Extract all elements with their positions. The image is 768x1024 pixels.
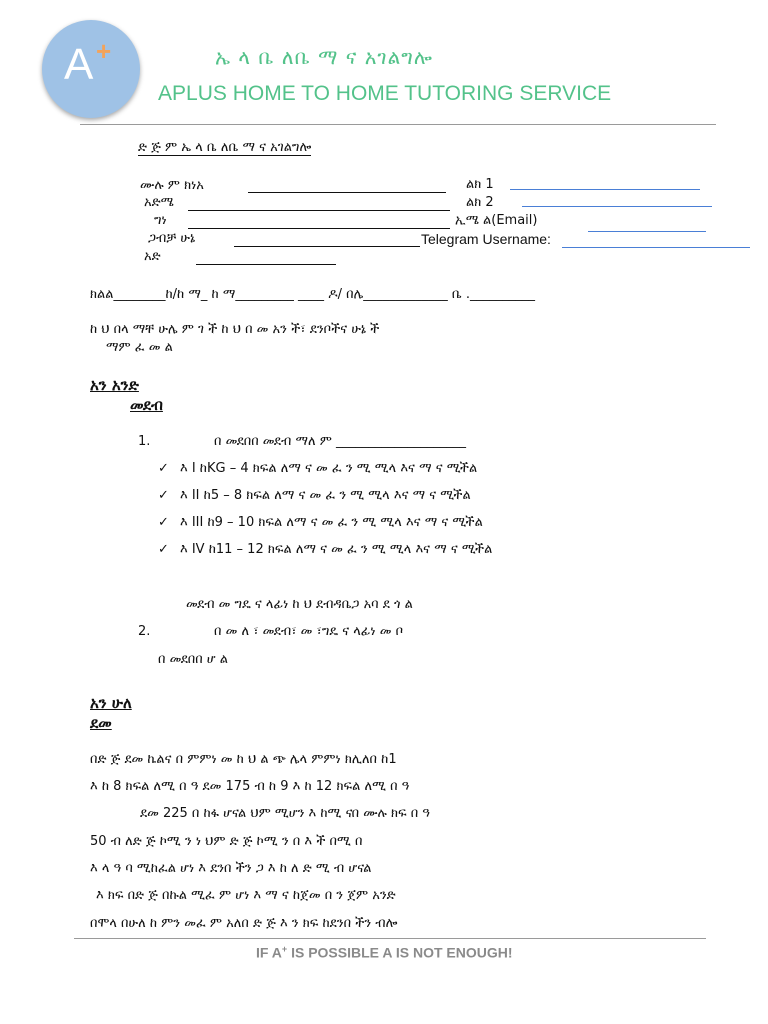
intro-line-1: ከ ህ በላ ማቸ ሁሌ ም ገ ች ከ ህ በ መ አን ች፣ ደንቦችና ሁኔ ች bbox=[90, 322, 380, 337]
logo-plus: + bbox=[96, 36, 112, 66]
item1-number: 1. bbox=[138, 434, 151, 449]
form-heading: ድ ጅ ም ኤ ላ ቤ ለቤ ማ ና አገልግሎ bbox=[138, 140, 312, 155]
section2-para-line-4: 50 ብ ለድ ጅ ኮሚ ን ነ ህም ድ ጅ ኮሚ ን በ እ ች በሚ በ bbox=[90, 834, 363, 849]
checkmark-icon: ✓ bbox=[158, 542, 169, 557]
gender-field[interactable] bbox=[188, 228, 450, 229]
item2-line-1: በ መ ለ ፣ መደብ፣ መ ፣ግዴ ና ላፊነ መ ቦ bbox=[214, 624, 404, 639]
check-item-1: እ I ከKG – 4 ክፍል ለማ ና መ ፈ ን ሚ ሚላ እና ማ ና ሚችል bbox=[180, 461, 478, 476]
item2-number: 2. bbox=[138, 624, 151, 639]
full-name-field[interactable] bbox=[248, 192, 446, 193]
intro-line-2: ማም ፈ መ ል bbox=[106, 340, 173, 355]
phone1-field[interactable] bbox=[510, 189, 700, 190]
section2-title-1: አን ሁለ bbox=[90, 694, 132, 712]
section2-para-line-5: እ ላ ዓ ባ ሚከፈል ሆነ እ ደንበ ችን ጋ እ ከ ለ ድ ሚ ብ ሆናል bbox=[90, 861, 372, 876]
section1-title-2: መደብ bbox=[130, 396, 163, 414]
title-amharic: ኤ ላ ቤ ለቤ ማ ና አገልግሎ bbox=[215, 45, 433, 69]
age-label: አድ bbox=[144, 249, 161, 264]
telegram-field[interactable] bbox=[562, 247, 750, 248]
telegram-label: Telegram Username: bbox=[421, 231, 551, 247]
check-item-4: እ IV ከ11 – 12 ክፍል ለማ ና መ ፈ ን ሚ ሚላ እና ማ ና ሚችል bbox=[180, 542, 493, 557]
footer-divider bbox=[74, 938, 706, 939]
section2-para-line-2: እ ከ 8 ክፍል ለሚ በ ዓ ደመ 175 ብ ከ 9 እ ከ 12 ክፍል ለሚ በ ዓ bbox=[90, 779, 410, 794]
checkmark-icon: ✓ bbox=[158, 461, 169, 476]
phone2-label: ልክ 2 bbox=[466, 195, 494, 210]
logo bbox=[42, 20, 140, 118]
check-item-2: እ II ከ5 – 8 ክፍል ለማ ና መ ፈ ን ሚ ሚላ እና ማ ና ሚችል bbox=[180, 488, 471, 503]
footer-slogan: IF A+ IS POSSIBLE A IS NOT ENOUGH! bbox=[256, 944, 513, 961]
section2-para-line-7: በሞላ በሁለ ከ ምን መፈ ም አለበ ድ ጅ እ ን ክፍ ከደንበ ችን ብሎ bbox=[90, 916, 398, 931]
age-field[interactable] bbox=[196, 264, 336, 265]
section2-para-line-3: ደመ 225 በ ከፋ ሆናል ህም ሚሆን እ ከሚ ናበ ሙሉ ክፍ በ ዓ bbox=[140, 806, 430, 821]
logo-letter: A bbox=[64, 40, 94, 89]
section1-title-1: አን አንድ bbox=[90, 376, 139, 394]
section2-para-line-1: በድ ጅ ደመ ኬልና በ ምምነ መ ከ ህ ል ጭ ሌላ ምምነ ክሊለበ ከ1 bbox=[90, 752, 397, 767]
email-label: ኢሜ ል(Email) bbox=[455, 213, 538, 228]
title-english: APLUS HOME TO HOME TUTORING SERVICE bbox=[158, 82, 612, 105]
status-label: ጋብቻ ሁኔ bbox=[148, 231, 196, 246]
item2-line-2: በ መደበበ ሆ ል bbox=[158, 652, 229, 667]
item1-text: በ መደበበ መደብ ማለ ም ____________________ bbox=[214, 434, 467, 449]
note-line: መደብ መ ግዴ ና ላፊነ ከ ህ ደብዳቤጋ አባ ደ ጎ ል bbox=[186, 597, 413, 612]
checkmark-icon: ✓ bbox=[158, 488, 169, 503]
section2-para-line-6: እ ክፍ በድ ጅ በኩል ሚፈ ም ሆነ እ ማ ና ከጀመ በ ን ጀም አንድ bbox=[96, 888, 396, 903]
full-name-label: ሙሉ ም ክነአ bbox=[140, 178, 204, 193]
header-divider bbox=[80, 124, 716, 125]
email-field[interactable] bbox=[588, 231, 706, 232]
address-label: አድሜ bbox=[144, 195, 174, 210]
check-item-3: እ III ከ9 – 10 ክፍል ለማ ና መ ፈ ን ሚ ሚላ እና ማ ና ሚችል bbox=[180, 515, 483, 530]
region-line: ክልል________ከ/ከ ማ_ ከ ማ_________ ____ ዶ/ በሌ_____________ ቤ .__________ bbox=[90, 287, 535, 302]
section2-title-2: ደመ bbox=[90, 714, 112, 732]
status-field[interactable] bbox=[234, 246, 420, 247]
checkmark-icon: ✓ bbox=[158, 515, 169, 530]
phone2-field[interactable] bbox=[522, 206, 712, 207]
gender-label: ግነ bbox=[154, 213, 167, 228]
address-field[interactable] bbox=[188, 210, 450, 211]
phone1-label: ልክ 1 bbox=[466, 177, 494, 192]
